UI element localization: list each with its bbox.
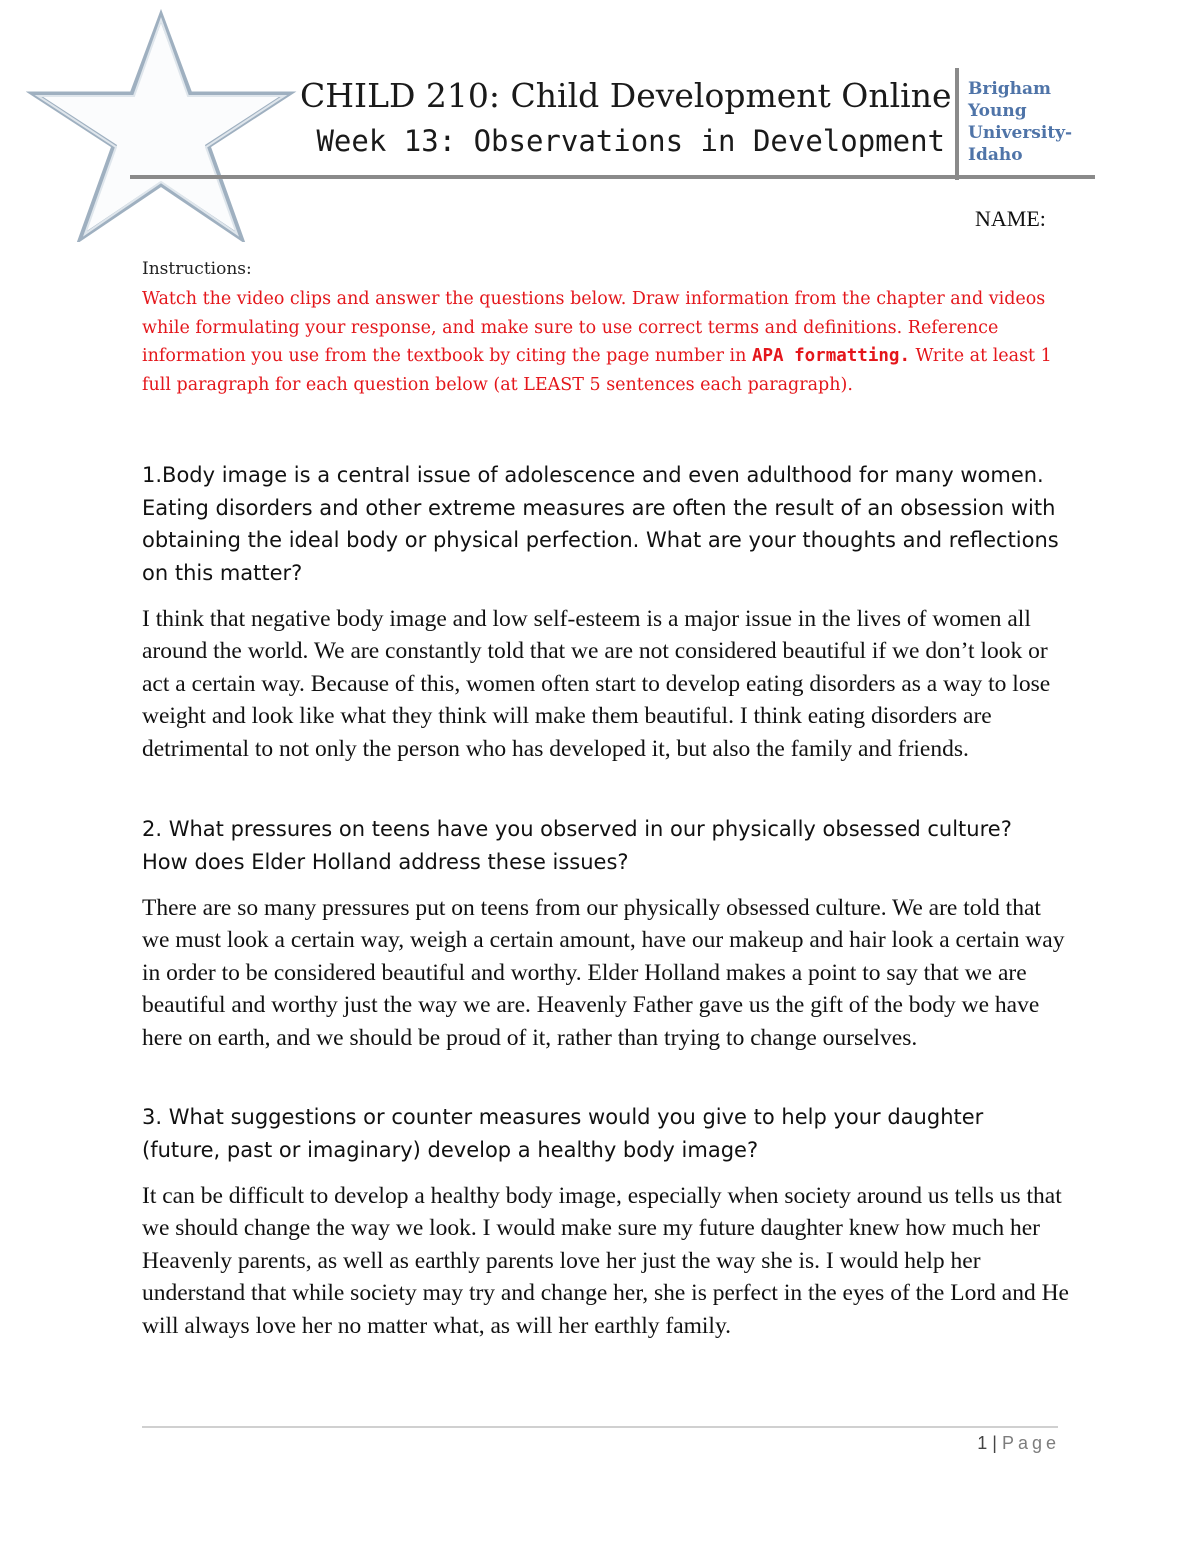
instructions-heading: Instructions:: [142, 259, 252, 279]
answer-3: It can be difficult to develop a healthy body image, especially when society around us tells us that we should change the way we look. I would make sure my future daughter knew how much her Heavenly parents, as well as earthly parents love her just the way she is. I would help her understand that while society may try and change her, she is perfect in the eyes of the Lord and He will always love her no matter what, as will her earthly family.: [142, 1183, 1069, 1339]
instructions-text: [142, 285, 1072, 399]
page-separator: |: [992, 1433, 997, 1453]
university-line: Idaho: [968, 145, 1023, 165]
answer-2: There are so many pressures put on teens from our physically obsessed culture. We are told that we must look a certain way, weigh a certain amount, have our makeup and hair look a certain way in order to be considered beautiful and worthy. Elder Holland makes a point to say that we are beautiful and worthy just the way we are. Heavenly Father gave us the gift of the body we have here on earth, and we should be proud of it, rather than trying to change ourselves.: [142, 895, 1065, 1051]
week-title: Week 13: Observations in Development: [316, 124, 945, 158]
page-footer: [900, 1433, 1060, 1454]
instructions-text-part: Write at least 1 full paragraph for each question below (at LEAST 5 sentences each paragraph).: [142, 346, 1052, 395]
instructions-text-part: Watch the video clips and answer the questions below. Draw information from the chapter and videos while formulating your response, and make sure to use correct terms and definitions. Reference information you use from the textbook by citing the page number in: [142, 289, 1046, 366]
footer-divider: [142, 1426, 1058, 1428]
university-name: [968, 78, 1098, 166]
university-line: Young: [968, 101, 1027, 121]
page-number: 1: [977, 1433, 988, 1453]
page-label: Page: [1001, 1433, 1060, 1453]
star-logo-icon: [26, 6, 306, 242]
university-line: University-: [968, 123, 1073, 143]
question-3: 3. What suggestions or counter measures would you give to help your daughter (future, past or imaginary) develop a healthy body image?: [142, 1105, 984, 1162]
header-vertical-divider: [955, 68, 959, 180]
question-1: 1.Body image is a central issue of adolescence and even adulthood for many women. Eating disorders and other extreme measures are often the result of an obsession with obtaining the ideal body or physical perfection. What are your thoughts and reflections on this matter?: [142, 463, 1059, 585]
instructions-bold-text: APA formatting.: [751, 346, 910, 366]
answer-1: I think that negative body image and low self-esteem is a major issue in the lives of women all around the world. We are constantly told that we are not considered beautiful if we don’t look or act a certain way. Because of this, women often start to develop eating disorders as a way to lose weight and look like what they think will make them beautiful. I think eating disorders are detrimental to not only the person who has developed it, but also the family and friends.: [142, 606, 1051, 762]
university-line: Brigham: [968, 79, 1052, 99]
question-2: 2. What pressures on teens have you observed in our physically obsessed culture? How does Elder Holland address these issues?: [142, 817, 1012, 874]
course-title: CHILD 210: Child Development Online: [300, 76, 952, 115]
header-divider: [130, 175, 1095, 179]
name-label: NAME:: [975, 206, 1046, 231]
